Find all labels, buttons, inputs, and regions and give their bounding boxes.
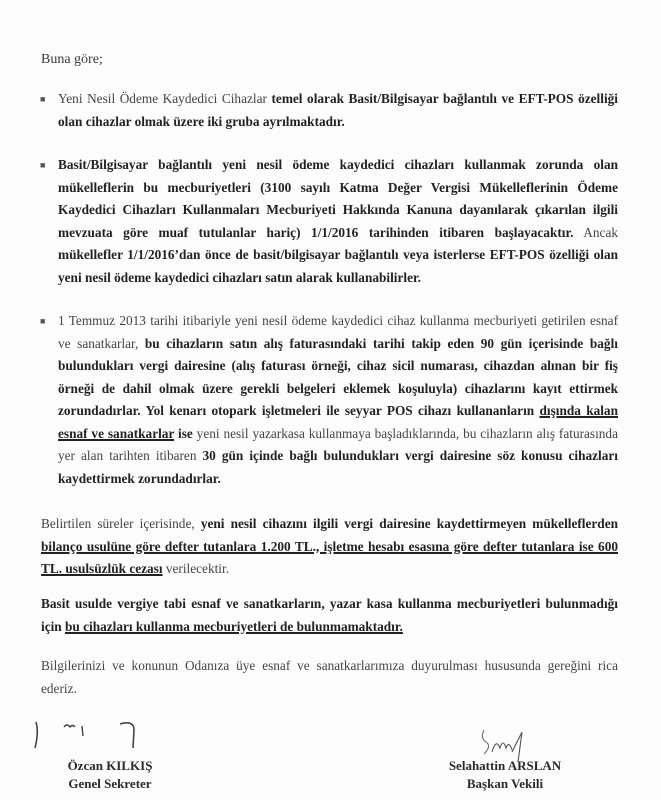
bullet-item-registration — [40, 310, 618, 490]
text-segment: bu cihazların satın alış faturasındaki tarihi takip eden 90 gün içerisinde bağlı bulundukları vergi dairesine (alış faturası örneği, cihaz sicil numarası, cihazdan alınan bir fiş örneği de dahil olmak üzere gerekli belgeleri eklemek koşuluyla) cihazlarını kayıt ettirmek zorundadırlar. Yol kenarı otopark işletmeleri ile seyyar POS cihazı kullananların — [58, 335, 618, 418]
text-segment: bilanço usulüne göre defter tutanlara 1.200 TL., işletme hesabı esasına göre defter tutanlara ise 600 TL. usulsüzlük cezası — [41, 538, 618, 576]
greeting: Buna göre; — [41, 52, 103, 67]
signer-title: Genel Sekreter — [68, 776, 152, 791]
bullet-text — [58, 91, 618, 129]
text-segment: Yeni Nesil Ödeme Kaydedici Cihazlar — [58, 91, 272, 106]
signer-name: Selahattin ARSLAN — [448, 758, 562, 773]
bullet-item-device-groups — [40, 88, 618, 133]
text-segment: mükellefler 1/1/2016’dan önce de basit/bilgisayar bağlantılı veya isterlerse EFT-POS özelliği olan yeni nesil ödeme kaydedici cihazları satın alarak kullanabilirler. — [58, 247, 618, 285]
handwritten-signature-left — [30, 718, 140, 756]
signature-block-secretary — [40, 757, 180, 793]
bullet-icon: ■ — [40, 160, 46, 170]
text-segment: Belirtilen süreler içerisinde, — [41, 516, 201, 531]
text-segment: yeni nesil yazarkasa kullanmaya başladıklarında, bu cihazların alış faturasında yer alan tarihten itibaren — [58, 425, 618, 463]
text-segment: verilecektir. — [162, 561, 230, 576]
text-segment: bu cihazları kullanma mecburiyetleri de bulunmamaktadır. — [65, 618, 403, 634]
bullet-text — [58, 313, 618, 486]
text-segment: ise — [174, 425, 193, 441]
text-segment: Ancak — [573, 224, 618, 240]
penalty-paragraph — [41, 513, 618, 581]
closing-paragraph — [41, 655, 618, 700]
exemption-paragraph — [41, 593, 618, 638]
text-segment: 1 Temmuz 2013 tarihi itibariyle yeni nesil ödeme kaydedici cihaz kullanma mecburiyeti getirilen esnaf ve sanatkarlar, — [58, 313, 618, 351]
bullet-item-basic-devices — [40, 154, 618, 289]
bullet-icon: ■ — [40, 94, 46, 104]
text-segment: Basit usulde vergiye tabi esnaf ve sanatkarların, yazar kasa kullanma mecburiyetleri bulunmadığı için — [41, 596, 618, 634]
text-segment: 30 gün içinde bağlı bulundukları vergi dairesine söz konusu cihazları kaydettirmek zorundadırlar. — [58, 448, 618, 486]
signer-title: Başkan Vekili — [466, 776, 544, 791]
signature-block-vice-president — [430, 757, 580, 793]
text-segment: dışında kalan esnaf ve sanatkarlar — [58, 403, 618, 441]
text-segment: Basit/Bilgisayar bağlantılı yeni nesil ödeme kaydedici cihazları kullanmak zorunda olan mükelleflerin bu mecburiyetleri (3100 sayılı Katma Değer Vergisi Mükelleflerinin Ödeme Kaydedici Cihazları Kullanmaları Mecburiyeti Hakkında Kanuna dayanılarak çıkarılan ilgili mevzuata göre muaf tutulanlar hariç) 1/1/2016 tarihinden itibaren başlayacaktır. — [58, 157, 618, 240]
bullet-text — [58, 157, 618, 285]
text-segment: Bilgilerinizi ve konunun Odanıza üye esnaf ve sanatkarlarımıza duyurulması hususunda gereğini rica ederiz. — [41, 658, 618, 696]
text-segment: yeni nesil cihazını ilgili vergi dairesine kaydettirmeyen mükelleflerden — [200, 516, 618, 531]
bullet-icon: ■ — [40, 316, 46, 326]
signer-name: Özcan KILKIŞ — [67, 758, 153, 773]
text-segment: temel olarak Basit/Bilgisayar bağlantılı ve EFT-POS özelliği olan cihazlar olmak üzere iki gruba ayrılmaktadır. — [58, 91, 618, 129]
